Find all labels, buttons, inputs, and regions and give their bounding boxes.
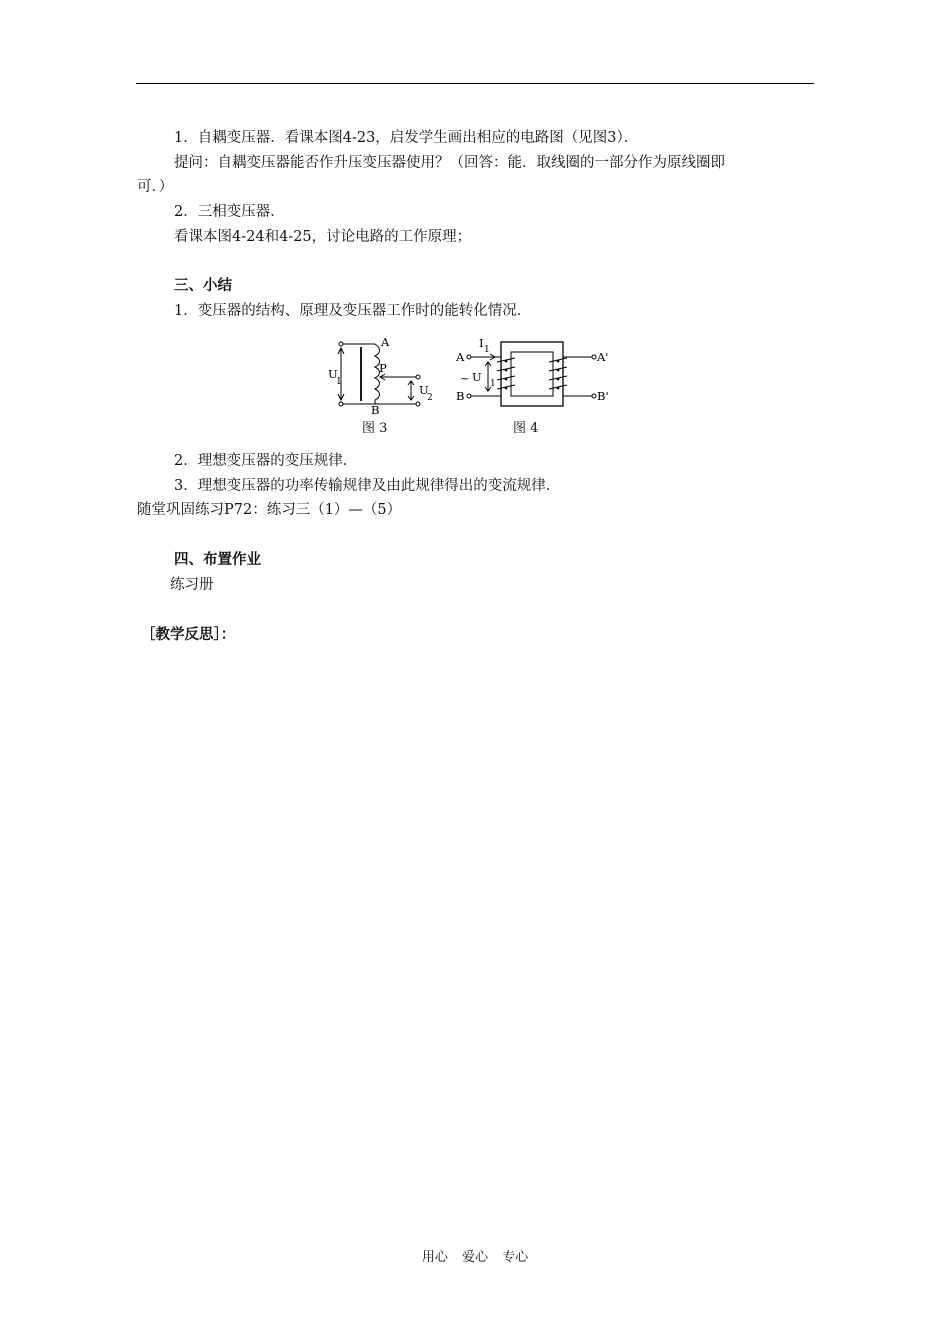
paragraph-discussion: 看课本图4-24和4-25，讨论电路的工作原理； <box>174 229 472 245</box>
fig4-label-I1-sub: 1 <box>484 345 490 355</box>
fig3-label-U2: U <box>419 383 429 397</box>
paragraph-autotransformer: 1．自耦变压器．看课本图4-23，启发学生画出相应的电路图（见图3）． <box>174 130 639 146</box>
fig4-label-B: B <box>456 389 465 403</box>
fig4-label-B-prime: B' <box>597 389 609 403</box>
practice-line: 随堂巩固练习P72：练习三（1）—（5） <box>137 502 402 518</box>
summary-item-2: 2．理想变压器的变压规律． <box>174 453 358 469</box>
homework-heading: 四、布置作业 <box>174 552 261 568</box>
figure-3-autotransformer <box>325 334 445 424</box>
fig3-label-B: B <box>371 403 380 417</box>
paragraph-question-cont: 可．） <box>137 179 174 195</box>
figure-4-caption: 图 4 <box>513 421 539 436</box>
reflection-heading: ［教学反思］： <box>141 627 236 643</box>
header-rule <box>136 83 814 84</box>
homework-text: 练习册 <box>170 577 214 593</box>
fig4-label-U1-sub: 1 <box>490 379 496 389</box>
summary-heading: 三、小结 <box>174 278 232 294</box>
fig3-label-A: A <box>381 335 390 349</box>
fig4-label-U1: U <box>472 370 482 384</box>
figure-4-transformer <box>454 334 614 424</box>
page-footer: 用心 爱心 专心 <box>421 1250 529 1265</box>
fig4-label-A: A <box>456 350 465 364</box>
fig3-label-U2-sub: 2 <box>427 393 433 403</box>
paragraph-three-phase: 2．三相变压器． <box>174 204 285 220</box>
fig4-label-tilde: ~ <box>460 371 470 385</box>
fig3-label-U1: U <box>328 367 338 381</box>
summary-item-3: 3．理想变压器的功率传输规律及由此规律得出的变流规律． <box>174 478 561 494</box>
fig4-label-A-prime: A' <box>597 350 609 364</box>
figure-3-caption: 图 3 <box>362 421 388 436</box>
figure-3-diagram <box>325 334 445 424</box>
fig4-label-I1: I <box>479 336 484 350</box>
paragraph-question: 提问：自耦变压器能否作升压变压器使用？（回答：能．取线圈的一部分作为原线圈即 <box>174 155 725 171</box>
fig3-label-U1-sub: 1 <box>336 377 342 387</box>
summary-item-1: 1．变压器的结构、原理及变压器工作时的能转化情况． <box>174 303 532 319</box>
fig3-label-P: P <box>379 361 387 375</box>
figure-4-diagram <box>454 334 614 424</box>
